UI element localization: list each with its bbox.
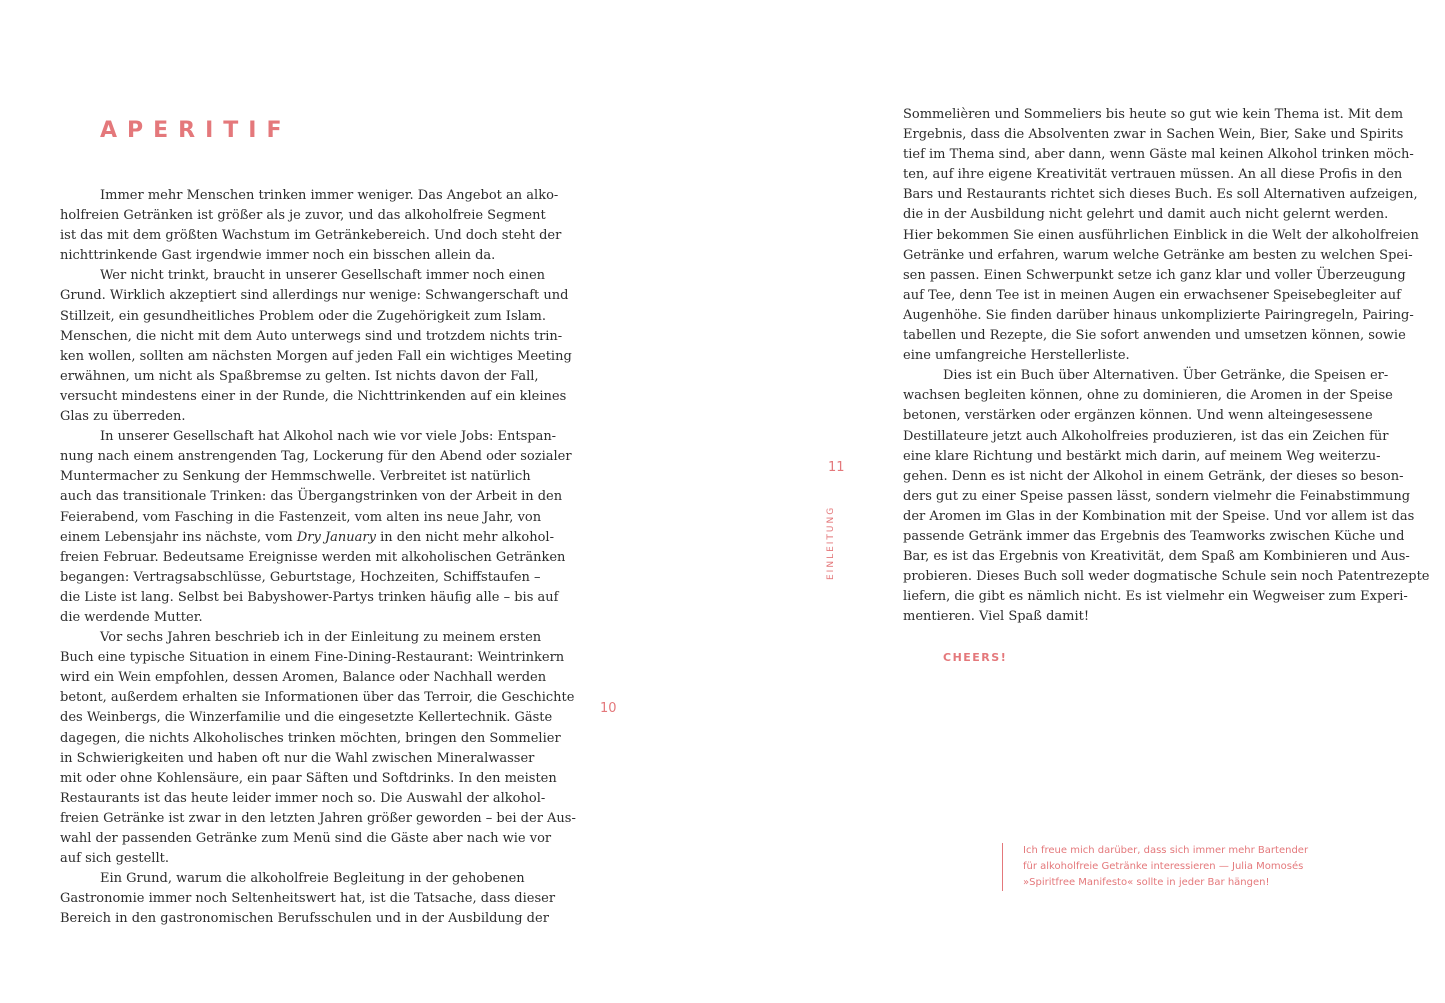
text-line: Ergebnis, dass die Absolventen zwar in Sachen Wein, Bier, Sake und Spirits <box>903 127 1404 143</box>
emphasis-text: Dry January <box>296 529 376 545</box>
text-line: ders gut zu einer Speise passen lässt, sondern vielmehr die Feinabstimmung <box>903 488 1411 504</box>
text-line: Bars und Restaurants richtet sich dieses Buch. Es soll Alternativen aufzeigen, <box>903 187 1418 203</box>
text-line: auf Tee, denn Tee ist in meinen Augen ein erwachsener Speisebegleiter auf <box>903 287 1401 303</box>
text-line: liefern, die gibt es nämlich nicht. Es ist vielmehr ein Wegweiser zum Experi- <box>903 589 1408 605</box>
text-line: versucht mindestens einer in der Runde, die Nichttrinkenden auf ein kleines <box>60 388 567 404</box>
page-number-left: 10 <box>600 701 617 716</box>
text-line: Muntermacher zu Senkung der Hemmschwelle. Verbreitet ist natürlich <box>60 469 531 485</box>
text-line: sen passen. Einen Schwerpunkt setze ich ganz klar und voller Überzeugung <box>903 267 1406 283</box>
text-line: der Aromen im Glas in der Kombination mit der Speise. Und vor allem ist das <box>903 508 1415 524</box>
text-line: ken wollen, sollten am nächsten Morgen auf jeden Fall ein wichtiges Meeting <box>60 348 572 364</box>
text-line: Bar, es ist das Ergebnis von Kreativität, dem Spaß am Kombinieren und Aus- <box>903 549 1410 565</box>
text-line: ist das mit dem größten Wachstum im Getränkebereich. Und doch steht der <box>60 228 562 244</box>
running-head-label: EINLEITUNG <box>826 505 836 580</box>
text-line: betonen, verstärken oder ergänzen können. Und wenn alteingesessene <box>903 408 1373 424</box>
text-line: freien Getränke ist zwar in den letzten Jahren größer geworden – bei der Aus- <box>60 810 576 826</box>
text-line: Ein Grund, warum die alkoholfreie Begleitung in der gehobenen <box>100 871 525 887</box>
text-line: des Weinbergs, die Winzerfamilie und die eingesetzte Kellertechnik. Gäste <box>60 710 553 726</box>
text-line: wahl der passenden Getränke zum Menü sind die Gäste aber nach wie vor <box>60 831 552 846</box>
right-body-text <box>903 105 1430 627</box>
text-line: ten, auf ihre eigene Kreativität vertrauen müssen. An all diese Profis in den <box>903 167 1403 183</box>
left-page <box>0 0 722 1003</box>
text-line: passende Getränk immer das Ergebnis des Teamworks zwischen Küche und <box>903 528 1405 544</box>
text-line: die in der Ausbildung nicht gelehrt und damit auch nicht gelernt werden. <box>903 207 1389 223</box>
signoff: CHEERS! <box>943 651 1008 664</box>
text-line: Wer nicht trinkt, braucht in unserer Gesellschaft immer noch einen <box>100 268 546 284</box>
left-body-text <box>60 186 576 929</box>
text-line: Augenhöhe. Sie finden darüber hinaus unkomplizierte Pairingregeln, Pairing- <box>903 307 1414 323</box>
text-line: eine umfangreiche Herstellerliste. <box>903 348 1130 364</box>
text-line: erwähnen, um nicht als Spaßbremse zu gelten. Ist nichts davon der Fall, <box>60 368 539 384</box>
text-line: betont, außerdem erhalten sie Informationen über das Terroir, die Geschichte <box>60 690 575 706</box>
text-line: Vor sechs Jahren beschrieb ich in der Einleitung zu meinem ersten <box>100 630 542 646</box>
text-line: tabellen und Rezepte, die Sie sofort anwenden und umsetzen können, sowie <box>903 328 1406 344</box>
text-line: Grund. Wirklich akzeptiert sind allerdings nur wenige: Schwangerschaft und <box>60 288 569 304</box>
text-line: Menschen, die nicht mit dem Auto unterwegs sind und trotzdem nichts trin- <box>60 328 563 344</box>
sidenote-quote <box>1002 843 1353 891</box>
sidenote-line: für alkoholfreie Getränke interessieren — Julia Momosés <box>1023 861 1304 872</box>
text-line: Destillateure jetzt auch Alkoholfreies produzieren, ist das ein Zeichen für <box>903 428 1389 444</box>
text-line: Dies ist ein Buch über Alternativen. Über Getränke, die Speisen er- <box>943 368 1389 384</box>
sidenote-line: »Spiritfree Manifesto« sollte in jeder Bar hängen! <box>1023 877 1270 888</box>
page-number-right: 11 <box>828 460 845 475</box>
text-line: Sommelièren und Sommeliers bis heute so gut wie kein Thema ist. Mit dem <box>903 107 1404 122</box>
right-page <box>722 0 1445 1003</box>
text-line: Bereich in den gastronomischen Berufsschulen und in der Ausbildung der <box>60 911 549 927</box>
text-line: Restaurants ist das heute leider immer noch so. Die Auswahl der alkohol- <box>60 790 546 806</box>
text-line: die Liste ist lang. Selbst bei Babyshower-Partys trinken häufig alle – bis auf <box>60 589 559 605</box>
text-line: holfreien Getränken ist größer als je zuvor, und das alkoholfreie Segment <box>60 208 546 224</box>
text-line: nichttrinkende Gast irgendwie immer noch ein bisschen allein da. <box>60 248 496 264</box>
text-line: wachsen begleiten können, ohne zu dominieren, die Aromen in der Speise <box>903 388 1393 404</box>
text-line: Hier bekommen Sie einen ausführlichen Einblick in die Welt der alkoholfreien <box>903 227 1419 243</box>
text-line: auch das transitionale Trinken: das Übergangstrinken von der Arbeit in den <box>60 489 563 505</box>
text-line: Getränke und erfahren, warum welche Getränke am besten zu welchen Spei- <box>903 247 1413 263</box>
text-line: nung nach einem anstrengenden Tag, Lockerung für den Abend oder sozialer <box>60 449 572 465</box>
text-line: freien Februar. Bedeutsame Ereignisse werden mit alkoholischen Getränken <box>60 549 566 565</box>
text-line: mentieren. Viel Spaß damit! <box>903 609 1090 625</box>
text-line: probieren. Dieses Buch soll weder dogmatische Schule sein noch Patentrezepte <box>903 569 1430 585</box>
text-line: wird ein Wein empfohlen, dessen Aromen, Balance oder Nachhall werden <box>60 670 547 686</box>
text-line: Buch eine typische Situation in einem Fine-Dining-Restaurant: Weintrinkern <box>60 650 565 666</box>
text-line: mit oder ohne Kohlensäure, ein paar Säften und Softdrinks. In den meisten <box>60 770 557 786</box>
text-line: Gastronomie immer noch Seltenheitswert hat, ist die Tatsache, dass dieser <box>60 891 556 907</box>
text-line: Immer mehr Menschen trinken immer weniger. Das Angebot an alko- <box>100 188 559 203</box>
sidenote-line: Ich freue mich darüber, dass sich immer mehr Bartender <box>1023 845 1309 856</box>
text-line: Stillzeit, ein gesundheitliches Problem oder die Zugehörigkeit zum Islam. <box>60 308 546 324</box>
text-segment: einem Lebensjahr ins nächste, vom <box>60 529 297 545</box>
text-line: In unserer Gesellschaft hat Alkohol nach wie vor viele Jobs: Entspan- <box>100 429 557 445</box>
text-line <box>60 528 554 548</box>
text-line: Feierabend, vom Fasching in die Fastenzeit, vom alten ins neue Jahr, von <box>60 509 542 525</box>
running-head <box>826 500 840 580</box>
text-line: dagegen, die nichts Alkoholisches trinken möchten, bringen den Sommelier <box>60 730 561 746</box>
text-line: in Schwierigkeiten und haben oft nur die Wahl zwischen Mineralwasser <box>60 750 535 766</box>
text-line: gehen. Denn es ist nicht der Alkohol in einem Getränk, der dieses so beson- <box>903 468 1404 484</box>
text-line: tief im Thema sind, aber dann, wenn Gäste mal keinen Alkohol trinken möch- <box>903 147 1414 163</box>
chapter-title: APERITIF <box>100 118 292 143</box>
text-line: die werdende Mutter. <box>60 609 203 625</box>
text-line: begangen: Vertragsabschlüsse, Geburtstage, Hochzeiten, Schiffstaufen – <box>60 569 541 585</box>
text-line: Glas zu überreden. <box>60 409 186 425</box>
text-segment: in den nicht mehr alkohol- <box>376 529 554 545</box>
text-line: auf sich gestellt. <box>60 851 169 867</box>
text-line: eine klare Richtung und bestärkt mich darin, auf meinem Weg weiterzu- <box>903 448 1381 464</box>
